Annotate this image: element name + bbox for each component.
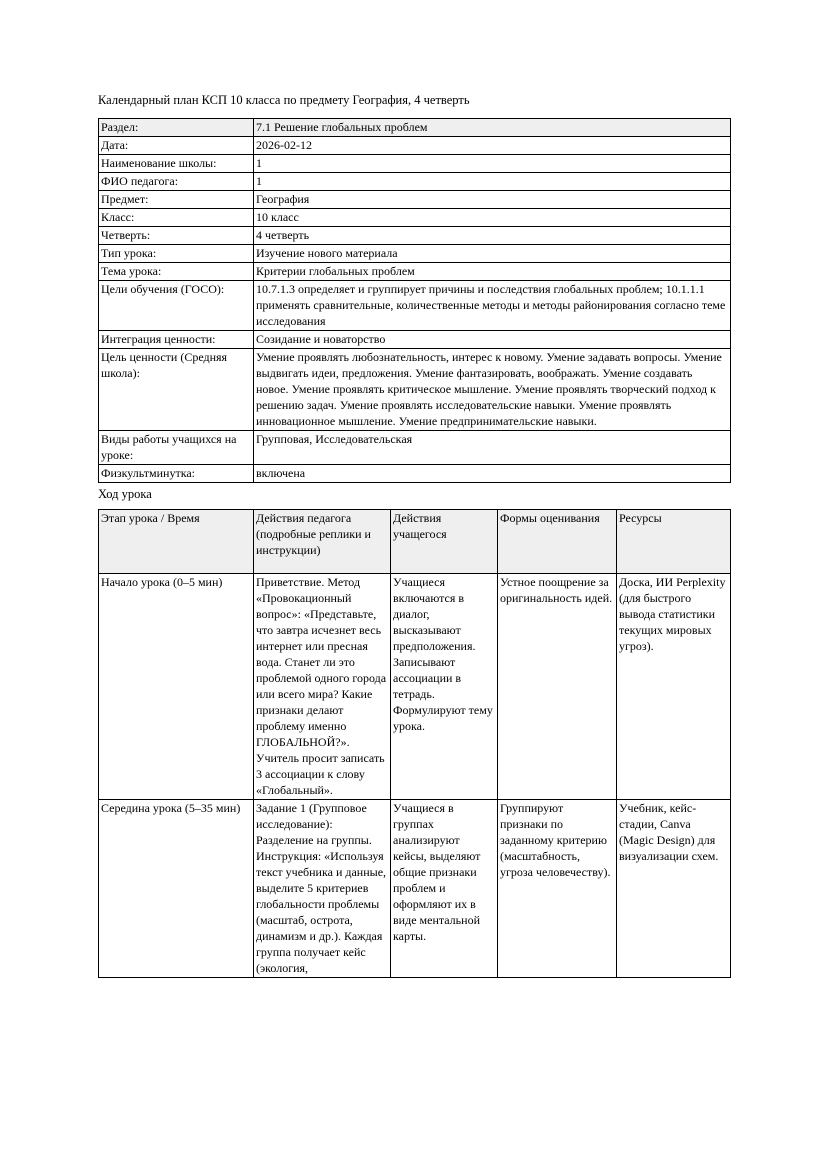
lesson-info-table xyxy=(98,118,731,483)
info-value-cell: 4 четверть xyxy=(254,227,731,245)
info-label-cell: Интеграция ценности: xyxy=(99,331,254,349)
info-label-cell: Физкультминутка: xyxy=(99,465,254,483)
resources-cell: Учебник, кейс-стадии, Canva (Magic Design) для визуализации схем. xyxy=(617,800,731,978)
info-value-cell: 2026-02-12 xyxy=(254,137,731,155)
info-value-cell: 1 xyxy=(254,173,731,191)
info-value-cell: География xyxy=(254,191,731,209)
info-value-cell: 1 xyxy=(254,155,731,173)
info-label-cell: Четверть: xyxy=(99,227,254,245)
info-value-cell: Групповая, Исследовательская xyxy=(254,431,731,465)
info-row xyxy=(99,331,731,349)
info-row xyxy=(99,349,731,431)
stage-cell: Середина урока (5–35 мин) xyxy=(99,800,254,978)
flow-header-teacher-actions: Действия педагога (подробные реплики и инструкции) xyxy=(254,510,391,574)
teacher-actions-cell: Задание 1 (Групповое исследование): Разделение на группы. Инструкция: «Используя текст учебника и данные, выделите 5 критериев глобальности проблемы (масштаб, острота, динамизм и др.). Каждая группа получает кейс (экология, xyxy=(254,800,391,978)
info-row xyxy=(99,191,731,209)
info-row xyxy=(99,173,731,191)
info-value-cell: включена xyxy=(254,465,731,483)
info-value-cell: Созидание и новаторство xyxy=(254,331,731,349)
info-label-cell: Класс: xyxy=(99,209,254,227)
info-row xyxy=(99,137,731,155)
info-label-cell: Виды работы учащихся на уроке: xyxy=(99,431,254,465)
info-row xyxy=(99,263,731,281)
flow-row-lesson-start xyxy=(99,574,731,800)
assessment-cell: Группируют признаки по заданному критерию (масштабность, угроза человечеству). xyxy=(498,800,617,978)
info-label-cell: ФИО педагога: xyxy=(99,173,254,191)
flow-header-row xyxy=(99,510,731,574)
info-label-cell: Тема урока: xyxy=(99,263,254,281)
flow-header-stage: Этап урока / Время xyxy=(99,510,254,574)
lesson-flow-table xyxy=(98,509,731,978)
info-label-cell: Цели обучения (ГОСО): xyxy=(99,281,254,331)
flow-row-lesson-middle xyxy=(99,800,731,978)
flow-header-assessment: Формы оценивания xyxy=(498,510,617,574)
info-label-cell: Предмет: xyxy=(99,191,254,209)
info-row xyxy=(99,119,731,137)
info-label-cell: Дата: xyxy=(99,137,254,155)
resources-cell: Доска, ИИ Perplexity (для быстрого вывода статистики текущих мировых угроз). xyxy=(617,574,731,800)
teacher-actions-cell: Приветствие. Метод «Провокационный вопрос»: «Представьте, что завтра исчезнет весь интернет или пресная вода. Станет ли это проблемой одного города или всего мира? Какие признаки делают проблему именно ГЛОБАЛЬНОЙ?». Учитель просит записать 3 ассоциации к слову «Глобальный». xyxy=(254,574,391,800)
info-row xyxy=(99,465,731,483)
flow-header-student-actions: Действия учащегося xyxy=(391,510,498,574)
lesson-flow-heading: Ход урока xyxy=(98,487,152,501)
info-row xyxy=(99,155,731,173)
info-row xyxy=(99,245,731,263)
info-label-cell: Цель ценности (Средняя школа): xyxy=(99,349,254,431)
info-label-cell: Раздел: xyxy=(99,119,254,137)
assessment-cell: Устное поощрение за оригинальность идей. xyxy=(498,574,617,800)
info-value-cell: 7.1 Решение глобальных проблем xyxy=(254,119,731,137)
flow-header-resources: Ресурсы xyxy=(617,510,731,574)
info-value-cell: 10.7.1.3 определяет и группирует причины и последствия глобальных проблем; 10.1.1.1 применять сравнительные, количественные методы и методы районирования согласно теме исследования xyxy=(254,281,731,331)
info-row xyxy=(99,281,731,331)
info-value-cell: Умение проявлять любознательность, интерес к новому. Умение задавать вопросы. Умение выдвигать идеи, предложения. Умение фантазировать, воображать. Умение создавать новое. Умение проявлять критическое мышление. Умение проявлять творческий подход к решению задач. Умение проявлять исследовательские навыки. Умение проявлять инновационное мышление. Умение предпринимательские навыки. xyxy=(254,349,731,431)
document-title: Календарный план КСП 10 класса по предмету География, 4 четверть xyxy=(98,93,470,107)
student-actions-cell: Учащиеся включаются в диалог, высказывают предположения. Записывают ассоциации в тетрадь. Формулируют тему урока. xyxy=(391,574,498,800)
info-row xyxy=(99,431,731,465)
info-value-cell: 10 класс xyxy=(254,209,731,227)
info-label-cell: Тип урока: xyxy=(99,245,254,263)
info-value-cell: Изучение нового материала xyxy=(254,245,731,263)
student-actions-cell: Учащиеся в группах анализируют кейсы, выделяют общие признаки проблем и оформляют их в виде ментальной карты. xyxy=(391,800,498,978)
info-row xyxy=(99,227,731,245)
stage-cell: Начало урока (0–5 мин) xyxy=(99,574,254,800)
info-value-cell: Критерии глобальных проблем xyxy=(254,263,731,281)
info-label-cell: Наименование школы: xyxy=(99,155,254,173)
info-row xyxy=(99,209,731,227)
